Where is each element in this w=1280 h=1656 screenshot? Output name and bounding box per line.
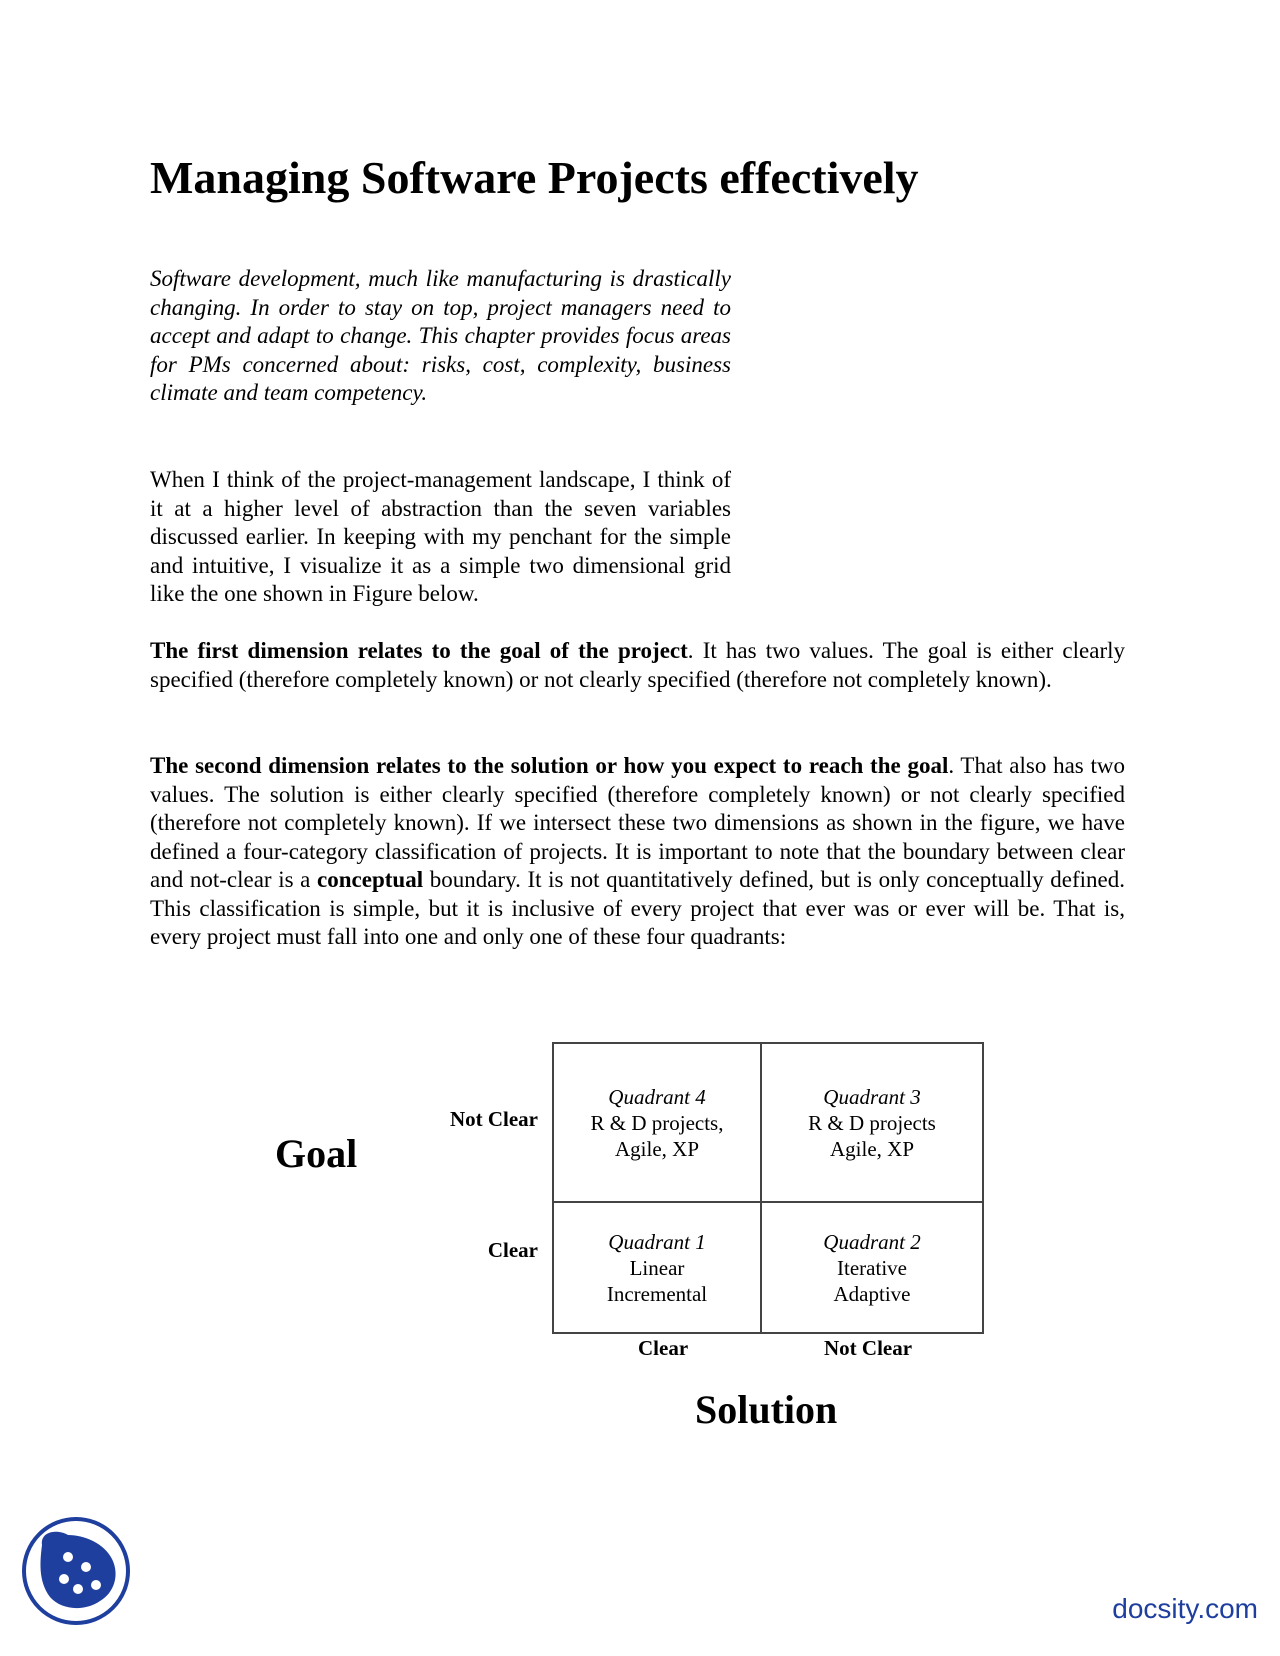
quadrant-1-line1: Linear (629, 1255, 685, 1280)
second-dimension-heading: The second dimension relates to the solution or how you expect to reach the goal (150, 753, 949, 778)
quadrant-2-title: Quadrant 2 (823, 1229, 921, 1254)
quadrant-2-cell (762, 1203, 982, 1332)
quadrant-3-title: Quadrant 3 (823, 1084, 921, 1109)
quadrant-4-line1: R & D projects, (590, 1110, 724, 1135)
first-dimension-text: . It has two values. The goal is either clearly specified (therefore completely known) or not clearly specified (therefore not completely known). (150, 638, 1125, 692)
second-dimension-text-end: boundary. It is not quantitatively defined, but is only conceptually defined. This classification is simple, but it is inclusive of every project that ever was or ever will be. That is, every project must fall into one and only one of these four quadrants: (150, 867, 1126, 949)
first-dimension-heading: The first dimension relates to the goal of the project (150, 638, 688, 663)
quadrant-2-line1: Iterative (837, 1255, 907, 1280)
row-label-clear: Clear (487, 1238, 538, 1262)
conceptual-keyword: conceptual (317, 867, 424, 892)
solution-axis-label: Solution (695, 1387, 838, 1432)
docsity-brand-link[interactable]: docsity.com (1112, 1593, 1258, 1624)
page-title: Managing Software Projects effectively (150, 152, 919, 203)
row-label-not-clear: Not Clear (449, 1107, 538, 1131)
quadrant-4-cell (554, 1044, 760, 1201)
quadrant-1-line2: Incremental (606, 1281, 708, 1306)
quadrant-1-cell (554, 1203, 760, 1332)
quadrant-4-line2: Agile, XP (615, 1136, 699, 1161)
col-label-clear: Clear (638, 1336, 689, 1360)
abstract-paragraph: Software development, much like manufacturing is drastically changing. In order to stay on top, project managers need to accept and adapt to change. This chapter provides focus areas for PMs concerned about: risks, cost, complexity, business climate and team competency. (150, 266, 731, 405)
second-dimension-paragraph (150, 752, 1125, 952)
second-dimension-text: . That also has two values. The solution is either clearly specified (therefore completely known) or not clearly specified (therefore not completely known). If we intersect these two dimensions as shown in the figure, we have defined a four-category classification of projects. It is important to note that the boundary between clear and not-clear is a (150, 753, 1125, 892)
quadrant-3-cell (762, 1044, 982, 1201)
quadrant-3-line2: Agile, XP (830, 1136, 914, 1161)
goal-axis-label: Goal (275, 1131, 358, 1176)
quadrant-grid (552, 1042, 984, 1334)
col-label-not-clear: Not Clear (824, 1336, 913, 1360)
quadrant-1-title: Quadrant 1 (608, 1229, 706, 1254)
quadrant-4-title: Quadrant 4 (608, 1084, 706, 1109)
quadrant-3-line1: R & D projects (808, 1110, 936, 1135)
intro-paragraph: When I think of the project-management landscape, I think of it at a higher level of abstraction than the seven variables discussed earlier. In keeping with my penchant for the simple and intuitive, I visualize it as a simple two dimensional grid like the one shown in Figure below. (150, 467, 731, 606)
first-dimension-paragraph (150, 637, 1125, 694)
docsity-logo-icon[interactable] (20, 1515, 132, 1627)
quadrant-2-line2: Adaptive (833, 1281, 911, 1306)
